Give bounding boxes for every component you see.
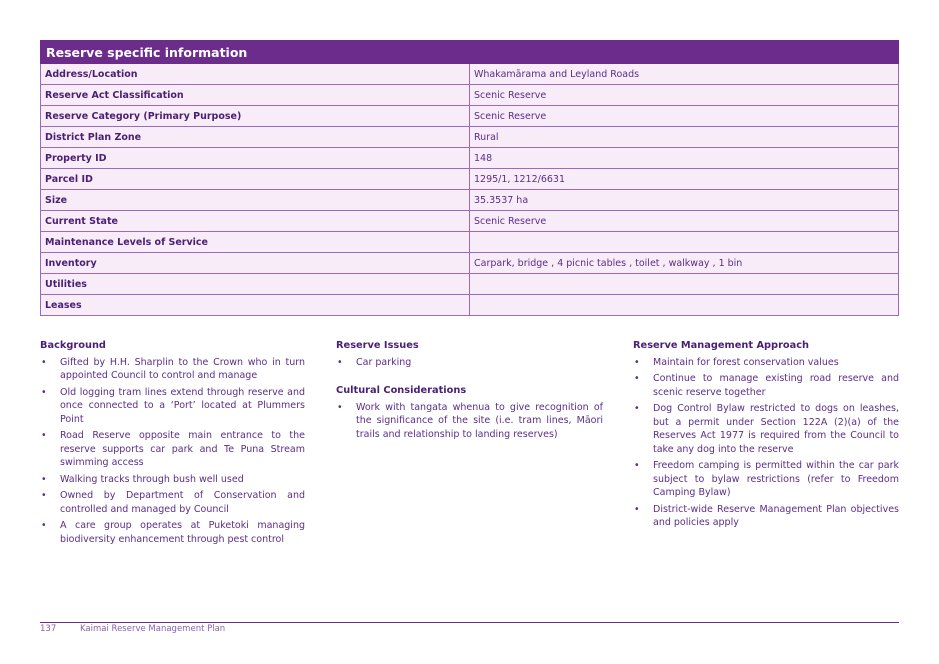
row-label: District Plan Zone: [41, 127, 470, 148]
row-value: Scenic Reserve: [470, 211, 899, 232]
footer-divider: [40, 622, 899, 623]
cultural-list: [336, 401, 603, 442]
row-label: Address/Location: [41, 64, 470, 85]
row-label: Reserve Category (Primary Purpose): [41, 106, 470, 127]
row-value: [470, 274, 899, 295]
page-number: 137: [40, 624, 57, 634]
list-item: • District-wide Reserve Management Plan objectives and policies apply: [633, 503, 899, 530]
row-label: Utilities: [41, 274, 470, 295]
table-row: [41, 295, 899, 316]
list-item: • Maintain for forest conservation values: [633, 356, 899, 370]
issues-heading: Reserve Issues: [336, 340, 419, 351]
list-item: • Walking tracks through bush well used: [40, 473, 305, 487]
table-title: Reserve specific information: [41, 41, 899, 64]
table-row: [41, 169, 899, 190]
row-value: Whakamārama and Leyland Roads: [470, 64, 899, 85]
list-item: • Car parking: [336, 356, 603, 370]
row-value: [470, 295, 899, 316]
table-row: [41, 253, 899, 274]
row-label: Size: [41, 190, 470, 211]
list-item: • Road Reserve opposite main entrance to the reserve supports car park and Te Puna Stream swimming access: [40, 429, 305, 470]
reserve-info-table: [40, 40, 899, 316]
table-row: [41, 127, 899, 148]
row-label: Inventory: [41, 253, 470, 274]
issues-section: [336, 339, 603, 444]
table-body: [41, 64, 899, 316]
list-item: • A care group operates at Puketoki managing biodiversity enhancement through pest control: [40, 519, 305, 546]
row-label: Reserve Act Classification: [41, 85, 470, 106]
table-row: [41, 85, 899, 106]
row-label: Maintenance Levels of Service: [41, 232, 470, 253]
issues-list: [336, 356, 603, 370]
list-item: • Old logging tram lines extend through reserve and once connected to a ‘Port’ located at Plummers Point: [40, 386, 305, 427]
cultural-heading: Cultural Considerations: [336, 385, 467, 396]
table-row: [41, 64, 899, 85]
list-item: • Gifted by H.H. Sharplin to the Crown who in turn appointed Council to control and manage: [40, 356, 305, 383]
table-row: [41, 190, 899, 211]
table-row: [41, 232, 899, 253]
background-heading: Background: [40, 340, 106, 351]
row-value: 35.3537 ha: [470, 190, 899, 211]
row-value: Rural: [470, 127, 899, 148]
list-item: • Work with tangata whenua to give recognition of the significance of the site (i.e. tram lines, Māori trails and relationship to landing reserves): [336, 401, 603, 442]
list-item: • Owned by Department of Conservation and controlled and managed by Council: [40, 489, 305, 516]
list-item: • Freedom camping is permitted within the car park subject to bylaw restrictions (refer to Freedom Camping Bylaw): [633, 459, 899, 500]
row-value: [470, 232, 899, 253]
row-label: Current State: [41, 211, 470, 232]
row-value: Scenic Reserve: [470, 85, 899, 106]
background-list: [40, 356, 305, 547]
approach-list: [633, 356, 899, 530]
row-value: Carpark, bridge , 4 picnic tables , toilet , walkway , 1 bin: [470, 253, 899, 274]
background-section: [40, 339, 305, 549]
approach-section: [633, 339, 899, 533]
table-row: [41, 211, 899, 232]
table-row: [41, 148, 899, 169]
row-label: Property ID: [41, 148, 470, 169]
row-label: Leases: [41, 295, 470, 316]
row-value: 1295/1, 1212/6631: [470, 169, 899, 190]
document-title: Kaimai Reserve Management Plan: [80, 624, 226, 634]
row-value: 148: [470, 148, 899, 169]
row-label: Parcel ID: [41, 169, 470, 190]
row-value: Scenic Reserve: [470, 106, 899, 127]
table-row: [41, 106, 899, 127]
approach-heading: Reserve Management Approach: [633, 340, 810, 351]
list-item: • Dog Control Bylaw restricted to dogs on leashes, but a permit under Section 122A (2)(a) of the Reserves Act 1977 is required from the Council to take any dog into the reserve: [633, 402, 899, 456]
table-row: [41, 274, 899, 295]
list-item: • Continue to manage existing road reserve and scenic reserve together: [633, 372, 899, 399]
